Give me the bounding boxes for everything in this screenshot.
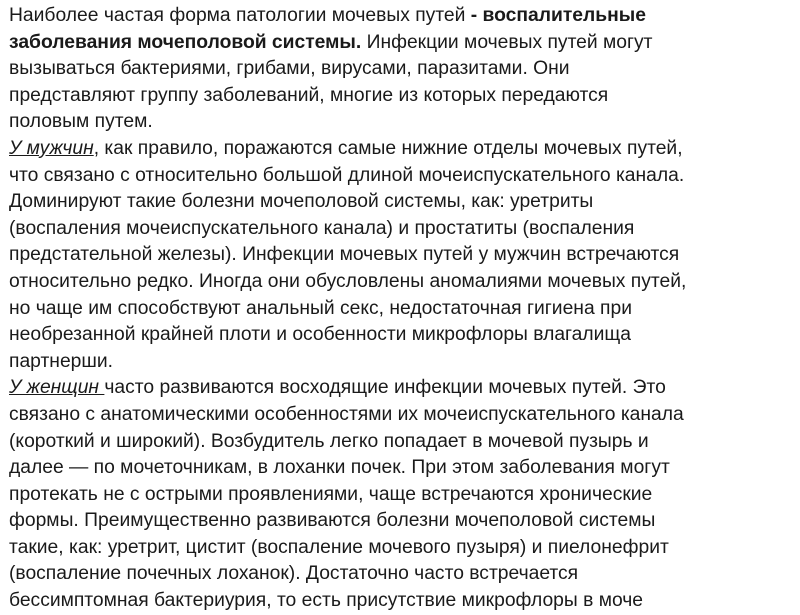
women-heading: У женщин	[9, 377, 105, 399]
text-line: что связано с относительно большой длиной мочеиспускательного канала.	[9, 164, 685, 186]
bold-text-run: заболевания мочеполовой системы.	[9, 31, 362, 53]
text-line	[9, 375, 795, 402]
text-line	[9, 3, 795, 30]
text-line: вызываться бактериями, грибами, вирусами, паразитами. Они	[9, 58, 570, 80]
body-text	[9, 3, 795, 615]
text-line: (воспаление почечных лоханок). Достаточно часто встречается	[9, 563, 579, 585]
text-line: предстательной железы). Инфекции мочевых путей у мужчин встречаются	[9, 244, 680, 266]
text-line: протекать не с острыми проявлениями, чаще встречаются хронические	[9, 483, 653, 505]
text-line: формы. Преимущественно развиваются болезни мочеполовой системы	[9, 510, 656, 532]
text-line	[9, 30, 795, 57]
text-line: (короткий и широкий). Возбудитель легко попадает в мочевой пузырь и	[9, 430, 649, 452]
text-line	[9, 136, 795, 163]
text-line: такие, как: уретрит, цистит (воспаление мочевого пузыря) и пиелонефрит	[9, 536, 669, 558]
text-run: Инфекции мочевых путей могут	[361, 31, 653, 53]
text-line: партнерши.	[9, 350, 113, 372]
text-line: половым путем.	[9, 111, 153, 133]
text-line: представляют группу заболеваний, многие из которых передаются	[9, 84, 609, 106]
men-heading: У мужчин	[9, 137, 94, 159]
text-run: Наиболее частая форма патологии мочевых путей	[9, 5, 471, 26]
text-line: относительно редко. Иногда они обусловлены аномалиями мочевых путей,	[9, 270, 687, 292]
text-run: , как правило, поражаются самые нижние отделы мочевых путей,	[93, 137, 683, 159]
text-line: но чаще им способствуют анальный секс, недостаточная гигиена при	[9, 297, 632, 319]
text-line: бессимптомная бактериурия, то есть присутствие микрофлоры в моче	[9, 590, 644, 612]
text-line: Доминируют такие болезни мочеполовой системы, как: уретриты	[9, 191, 594, 213]
text-line: необрезанной крайней плоти и особенности микрофлоры влагалища	[9, 324, 631, 346]
text-run: часто развиваются восходящие инфекции мочевых путей. Это	[104, 377, 666, 399]
text-line: связано с анатомическими особенностями их мочеиспускательного канала	[9, 403, 684, 425]
bold-text-run: - воспалительные	[470, 5, 646, 26]
text-line: (воспаления мочеиспускательного канала) и простатиты (воспаления	[9, 217, 635, 239]
text-line: далее — по мочеточникам, в лоханки почек. При этом заболевания могут	[9, 457, 670, 479]
